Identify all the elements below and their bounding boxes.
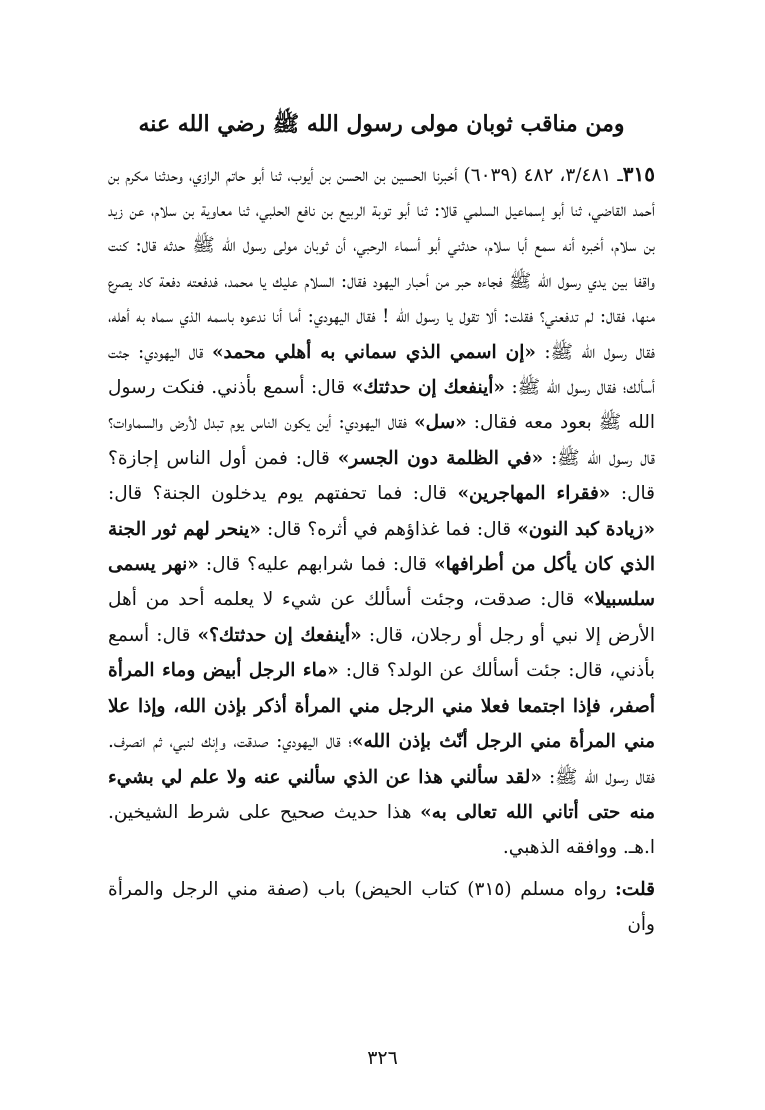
hadith-text: قال: فما شرابهم عليه؟ قال: <box>198 554 435 576</box>
hadith-text: قال اليهودي: جئت أسألك؛ فقال رسول الله ﷺ: <box>108 341 655 399</box>
prophet-quote: «زيادة كبد النون» <box>517 518 656 540</box>
hadith-text: قال: فما تحفتهم يوم يدخلون الجنة؟ قال: <box>108 483 458 505</box>
prophet-quote: «لقد سألني هذا عن الذي سألني عنه ولا علم لي بشيء منه حتى أتاني الله تعالى به» <box>108 766 656 823</box>
hadith-text: قال: فما غذاؤهم في أثره؟ قال: <box>260 518 518 540</box>
hadith-number: ٣١٥ <box>622 161 655 186</box>
prophet-quote: «ينحر لهم ثور الجنة الذي كان يأكل من أطرافها» <box>108 518 656 576</box>
hadith-text: أخبرنا الحسين بن الحسن بن أيوب، ثنا أبو حاتم الرازي، وحدثنا مكرم بن أحمد القاضي، ثنا أبو إسماعيل السلمي قالا: ثنا أبو توبة الربيع بن نافع الحلبي، ثنا معاوية بن سلام، عن زيد بن سلام، أخبره أنه سمع أبا سلام، حدثني أبو أسماء الرحبي، أن ثوبان مولى رسول الله ﷺ حدثه قال: كنت واقفا بين يدي رسول الله ﷺ فجاءه حبر من أحبار اليهود فقال: السلام عليك يا محمد، فدفعته دفعة كاد يصرع منها، فقال: لم تدفعني؟ فقلت: ألا تقول يا رسول الله ! فقال اليهودي: أما أنا ندعوه باسمه الذي سماه به أهله، فقال رسول الله ﷺ: <box>108 164 655 363</box>
hadith-text: قال: فمن أول الناس إجازة؟ قال: <box>108 447 655 505</box>
prophet-quote: «في الظلمة دون الجسر» <box>337 447 544 469</box>
hadith-text: قال: أسمع بأذني، قال: جئت أسألك عن الولد؟ قال: <box>108 624 655 682</box>
prophet-quote: «أينفعك إن حدثتك» <box>351 377 505 399</box>
prophet-quote: «فقراء المهاجرين» <box>457 483 611 505</box>
prophet-quote: «ماء الرجل أبيض وماء المرأة أصفر، فإذا اجتمعا فعلا مني الرجل مني المرأة أذكر بإذن الله، وإذا علا مني المرأة مني الرجل أنّث بإذن الله» <box>108 660 655 753</box>
hadith-body <box>108 157 655 943</box>
section-title: ومن مناقب ثوبان مولى رسول الله ﷺ رضي الله عنه <box>138 111 625 137</box>
hadith-text: قال: صدقت، وجئت أسألك عن شيء لا يعلمه أحد من أهل الأرض إلا نبي أو رجل أو رجلان، قال: <box>108 589 655 646</box>
prophet-quote: «نهر يسمى سلسبيلا» <box>108 554 655 611</box>
commentary-label: قلت: <box>615 878 656 900</box>
prophet-quote: «أينفعك إن حدثتك؟» <box>197 624 362 646</box>
page-number: ٣٢٦ <box>367 1047 398 1069</box>
hadith-paragraph <box>108 157 655 866</box>
hadith-reference: ـ ٣/٤٨١، ٤٨٢ (٦٠٣٩) <box>463 164 623 186</box>
commentary-paragraph <box>108 872 655 943</box>
hadith-text: ؛ قال اليهودي: صدقت، وإنك لنبي، ثم انصرف. فقال رسول الله ﷺ: <box>108 731 655 788</box>
hadith-text: هذا حديث صحيح على شرط الشيخين. ا.هـ. ووافقه الذهبي. <box>108 801 655 859</box>
commentary-text: رواه مسلم (٣١٥) كتاب الحيض) باب (صفة مني الرجل والمرأة وأن <box>108 878 655 936</box>
prophet-quote: «سل» <box>414 412 467 434</box>
prophet-quote: «إن اسمي الذي سماني به أهلي محمد» <box>211 341 536 363</box>
hadith-text: قال: أسمع بأذني. فنكت رسول الله ﷺ بعود معه فقال: <box>108 377 655 434</box>
hadith-text: فقال اليهودي: أين يكون الناس يوم تبدل لأرض والسماوات؟ قال رسول الله ﷺ: <box>108 412 656 469</box>
